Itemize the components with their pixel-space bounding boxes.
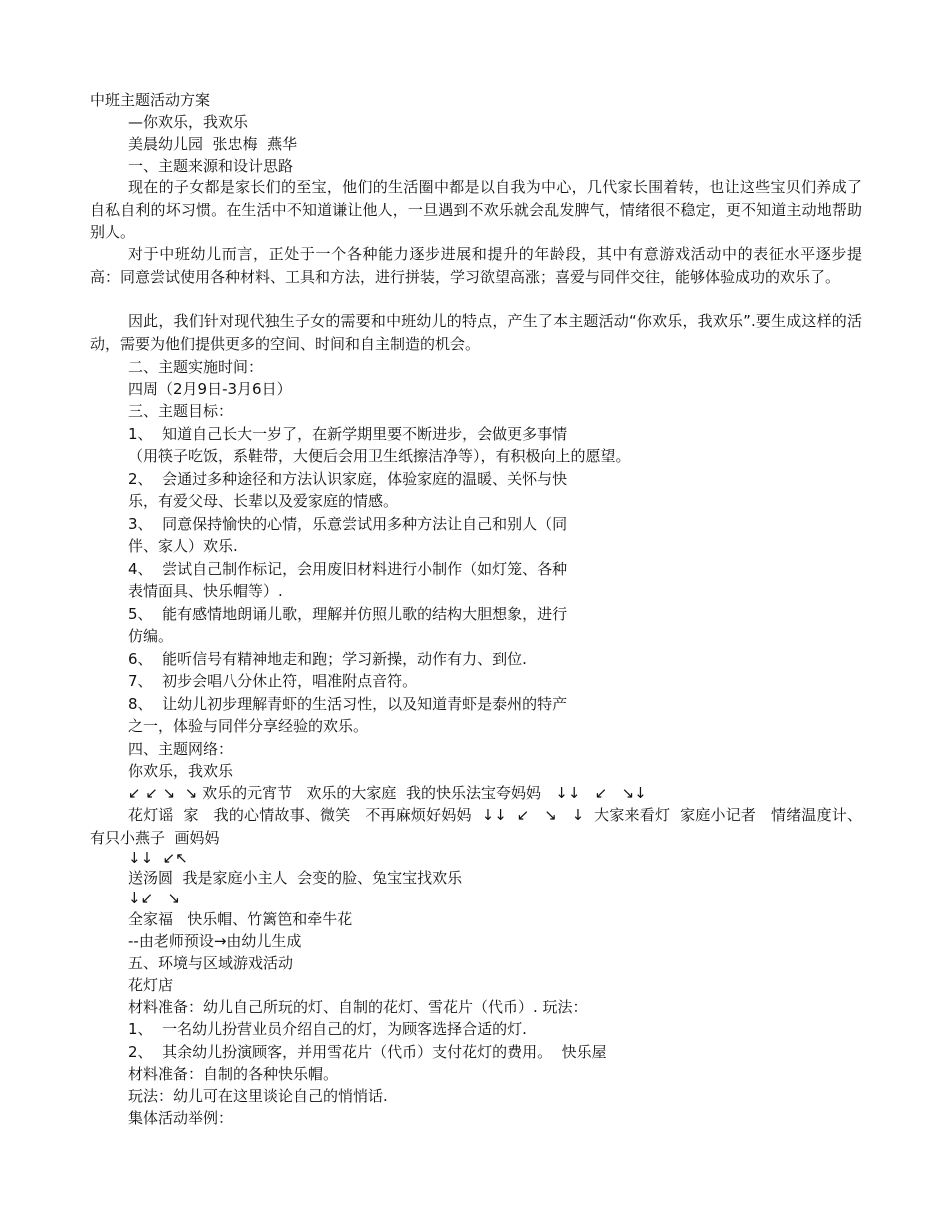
area-material: 材料准备：自制的各种快乐帽。: [128, 1065, 339, 1083]
area-material: 材料准备：幼儿自己所玩的灯、自制的花灯、雪花片（代币）. 玩法：: [128, 998, 588, 1016]
goal-line: 7、 初步会唱八分休止符，唱准附点音符。: [128, 672, 418, 690]
section-heading-2: 二、主题实施时间：: [128, 358, 264, 376]
goal-line: 仿编。: [128, 627, 174, 645]
area-name: 花灯店: [128, 976, 174, 994]
network-row: ↓↙ ↘: [128, 889, 181, 907]
goal-line: 2、 会通过多种途径和方法认识家庭，体验家庭的温暖、关怀与快: [128, 470, 568, 488]
section-heading-4: 四、主题网络：: [128, 740, 234, 758]
goal-line: 表情面具、快乐帽等）.: [128, 582, 283, 600]
paragraph-3: 因此，我们针对现代独生子女的需要和中班幼儿的特点，产生了本主题活动“你欢乐，我欢乐”.要生成这样的活动，需要为他们提供更多的空间、时间和自主制造的机会。: [90, 312, 862, 353]
goal-line: 3、 同意保持愉快的心情，乐意尝试用多种方法让自己和别人（同: [128, 515, 568, 533]
area-play: 玩法：幼儿可在这里谈论自己的悄悄话.: [128, 1087, 388, 1105]
area-play: 1、 一名幼儿扮营业员介绍自己的灯，为顾客选择合适的灯.: [128, 1020, 527, 1038]
section-heading-5: 五、环境与区域游戏活动: [128, 954, 294, 972]
network-row: 送汤圆 我是家庭小主人 会变的脸、兔宝宝找欢乐: [128, 869, 463, 887]
goal-line: （用筷子吃饭，系鞋带，大便后会用卫生纸擦洁净等），有积极向上的愿望。: [128, 447, 631, 465]
network-row: 全家福 快乐帽、竹篱笆和牵牛花: [128, 910, 353, 928]
section-heading-3: 三、主题目标：: [128, 402, 234, 420]
goal-line: 8、 让幼儿初步理解青虾的生活习性，以及知道青虾是泰州的特产: [128, 695, 568, 713]
network-legend: --由老师预设→由幼儿生成: [128, 932, 302, 950]
goal-line: 之一，体验与同伴分享经验的欢乐。: [128, 717, 369, 735]
paragraph-2: 对于中班幼儿而言，正处于一个各种能力逐步进展和提升的年龄段，其中有意游戏活动中的表征水平逐步提高：同意尝试使用各种材料、工具和方法，进行拼装，学习欲望高涨；喜爱与同伴交往，能够体验成功的欢乐了。: [90, 245, 862, 286]
area-play: 2、 其余幼儿扮演顾客，并用雪花片（代币）支付花灯的费用。 快乐屋: [128, 1043, 607, 1061]
goal-line: 4、 尝试自己制作标记，会用废旧材料进行小制作（如灯笼、各种: [128, 560, 568, 578]
goal-line: 1、 知道自己长大一岁了，在新学期里要不断进步，会做更多事情: [128, 425, 568, 443]
goal-line: 5、 能有感情地朗诵儿歌，理解并仿照儿歌的结构大胆想象，进行: [128, 605, 568, 623]
goal-line: 6、 能听信号有精神地走和跑；学习新操，动作有力、到位.: [128, 650, 527, 668]
doc-subtitle: —你欢乐，我欢乐: [128, 113, 249, 131]
doc-title: 中班主题活动方案: [90, 91, 211, 109]
paragraph-1: 现在的子女都是家长们的至宝，他们的生活圈中都是以自我为中心，几代家长围着转，也让这些宝贝们养成了自私自利的坏习惯。在生活中不知道谦让他人，一旦遇到不欢乐就会乱发脾气，情绪很不稳定，更不知道主动地帮助别人。: [90, 178, 862, 241]
section-heading-1: 一、主题来源和设计思路: [128, 157, 294, 175]
network-row: 花灯谣 家 我的心情故事、微笑 不再麻烦好妈妈 ↓↓ ↙ ↘ ↓ 大家来看灯 家庭小记者 情绪温度计、有只小燕子 画妈妈: [90, 806, 862, 847]
time-range: 四周（2月9日-3月6日）: [128, 380, 292, 398]
network-root: 你欢乐，我欢乐: [128, 762, 234, 780]
network-row: ↓↓ ↙↖: [128, 849, 188, 867]
example-heading: 集体活动举例：: [128, 1109, 234, 1127]
doc-author: 美晨幼儿园 张忠梅 燕华: [128, 135, 298, 153]
network-row: ↙ ↙ ↘ ↘ 欢乐的元宵节 欢乐的大家庭 我的快乐法宝夸妈妈 ↓↓ ↙ ↘↓: [128, 784, 647, 802]
goal-line: 乐，有爱父母、长辈以及爱家庭的情感。: [128, 492, 399, 510]
goal-line: 伴、家人）欢乐.: [128, 537, 238, 555]
